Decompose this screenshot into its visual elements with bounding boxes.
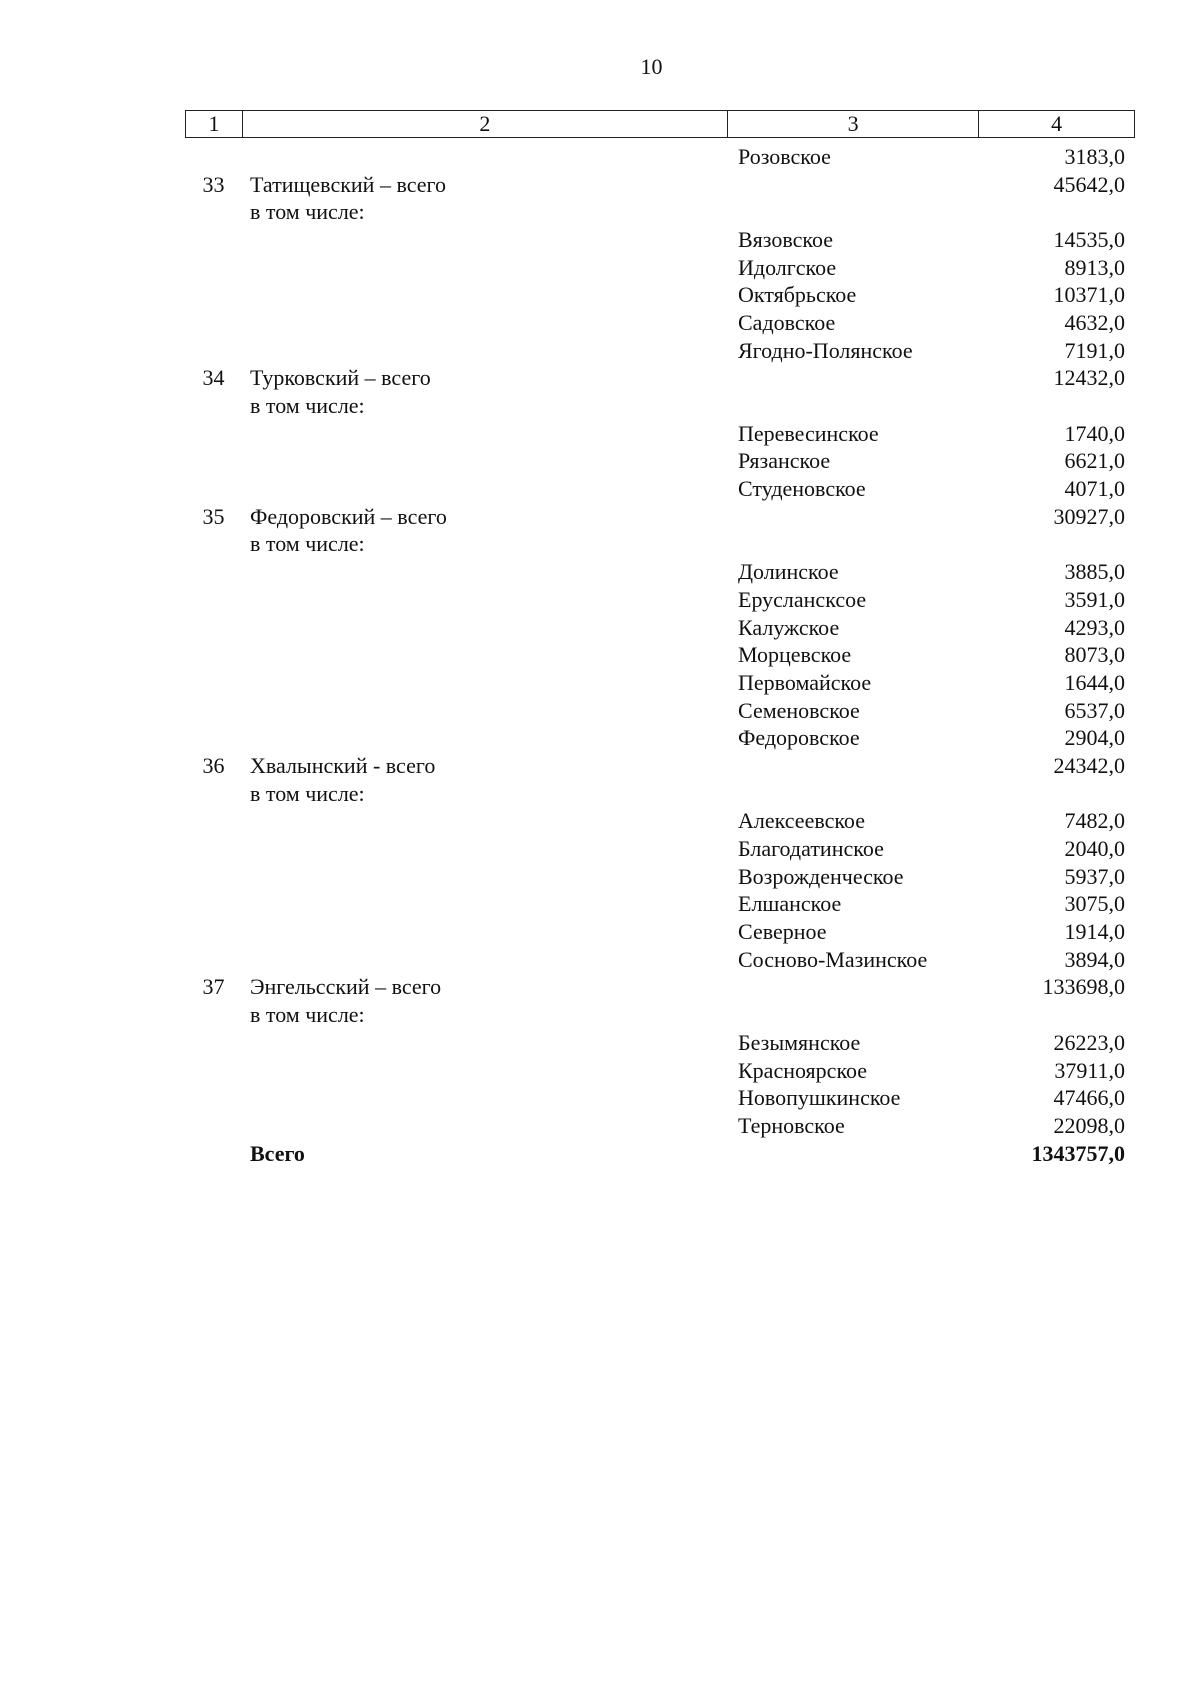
header-col-2: 2: [243, 111, 728, 137]
table-row: [185, 475, 1135, 503]
row-value: 14535,0: [1053, 226, 1125, 252]
district-name: в том числе:: [250, 780, 365, 806]
table-row: [185, 918, 1135, 946]
settlement-name: Новопушкинское: [738, 1085, 901, 1111]
settlement-name: Северное: [738, 919, 827, 945]
table-row: [185, 337, 1135, 365]
district-name: в том числе:: [250, 393, 365, 419]
row-value: 6621,0: [1064, 448, 1125, 474]
settlement-name: Розовское: [738, 143, 831, 169]
row-value: 26223,0: [1053, 1029, 1125, 1055]
row-number: 33: [202, 171, 225, 197]
row-value: 3075,0: [1064, 891, 1125, 917]
table-row: [185, 420, 1135, 448]
table-row: [185, 835, 1135, 863]
settlement-name: Первомайское: [738, 669, 872, 695]
header-col-1: 1: [186, 111, 243, 137]
table-row: [185, 614, 1135, 642]
row-value: 1740,0: [1064, 420, 1125, 446]
table-body: [185, 143, 1135, 1167]
settlement-name: Долинское: [738, 559, 839, 585]
settlement-name: Идолгское: [738, 254, 837, 280]
total-value: 1343757,0: [1031, 1140, 1125, 1166]
row-value: 6537,0: [1064, 697, 1125, 723]
table-row: [185, 309, 1135, 337]
row-value: 4293,0: [1064, 614, 1125, 640]
row-value: 3894,0: [1064, 946, 1125, 972]
table-row: [185, 724, 1135, 752]
table-row: [185, 780, 1135, 808]
row-value: 47466,0: [1053, 1085, 1125, 1111]
table-row: [185, 669, 1135, 697]
row-value: 133698,0: [1042, 974, 1125, 1000]
row-value: 8913,0: [1064, 254, 1125, 280]
table-row: [185, 171, 1135, 199]
table-row: [185, 531, 1135, 559]
table-row: [185, 503, 1135, 531]
table-row: [185, 808, 1135, 836]
table-row: [185, 1057, 1135, 1085]
table-row: [185, 558, 1135, 586]
table-row: [185, 1112, 1135, 1140]
row-value: 8073,0: [1064, 642, 1125, 668]
district-name: Татищевский – всего: [250, 171, 446, 197]
table-row: [185, 752, 1135, 780]
settlement-name: Студеновское: [738, 476, 866, 502]
row-value: 7191,0: [1064, 337, 1125, 363]
table-row: [185, 365, 1135, 393]
table-row: [185, 254, 1135, 282]
settlement-name: Перевесинское: [738, 420, 879, 446]
row-value: 22098,0: [1053, 1112, 1125, 1138]
district-name: в том числе:: [250, 1002, 365, 1028]
table-row: [185, 697, 1135, 725]
row-value: 3885,0: [1064, 559, 1125, 585]
district-name: в том числе:: [250, 199, 365, 225]
table-row: [185, 946, 1135, 974]
settlement-name: Вязовское: [738, 226, 833, 252]
table-row: [185, 143, 1135, 171]
row-value: 2040,0: [1064, 836, 1125, 862]
page-number: 10: [640, 54, 663, 79]
district-name: Турковский – всего: [250, 365, 431, 391]
table-row: [185, 198, 1135, 226]
row-value: 5937,0: [1064, 863, 1125, 889]
row-number: 34: [202, 365, 225, 391]
row-value: 2904,0: [1064, 725, 1125, 751]
row-value: 24342,0: [1053, 752, 1125, 778]
settlement-name: Возрожденческое: [738, 863, 904, 889]
district-name: Хвалынский - всего: [250, 752, 436, 778]
row-value: 12432,0: [1053, 365, 1125, 391]
total-label: Всего: [250, 1140, 305, 1166]
district-name: в том числе:: [250, 531, 365, 557]
settlement-name: Ягодно-Полянское: [738, 337, 913, 363]
settlement-name: Семеновское: [738, 697, 860, 723]
row-number: 37: [202, 974, 225, 1000]
settlement-name: Калужское: [738, 614, 840, 640]
table-row: [185, 1001, 1135, 1029]
settlement-name: Октябрьское: [738, 282, 857, 308]
total-row: [185, 1140, 1135, 1168]
settlement-name: Красноярское: [738, 1057, 868, 1083]
table-row: [185, 891, 1135, 919]
district-name: Федоровский – всего: [250, 503, 447, 529]
settlement-name: Федоровское: [738, 725, 860, 751]
row-value: 4632,0: [1064, 309, 1125, 335]
district-name: Энгельсский – всего: [250, 974, 442, 1000]
table-row: [185, 586, 1135, 614]
table-row: [185, 974, 1135, 1002]
table-row: [185, 1084, 1135, 1112]
table-row: [185, 281, 1135, 309]
row-value: 45642,0: [1053, 171, 1125, 197]
table-row: [185, 641, 1135, 669]
table-row: [185, 1029, 1135, 1057]
row-value: 37911,0: [1054, 1057, 1125, 1083]
row-value: 1644,0: [1064, 669, 1125, 695]
table-row: [185, 226, 1135, 254]
row-value: 4071,0: [1064, 476, 1125, 502]
row-value: 1914,0: [1064, 919, 1125, 945]
row-value: 10371,0: [1053, 282, 1125, 308]
settlement-name: Благодатинское: [738, 836, 884, 862]
row-number: 36: [202, 752, 225, 778]
row-value: 30927,0: [1053, 503, 1125, 529]
row-number: 35: [202, 503, 225, 529]
row-value: 3183,0: [1064, 143, 1125, 169]
settlement-name: Еруслансксое: [738, 586, 867, 612]
settlement-name: Рязанское: [738, 448, 831, 474]
settlement-name: Безымянское: [738, 1029, 861, 1055]
header-col-3: 3: [728, 111, 979, 137]
table-row: [185, 863, 1135, 891]
settlement-name: Сосново-Мазинское: [738, 946, 928, 972]
settlement-name: Терновское: [738, 1112, 845, 1138]
settlement-name: Морцевское: [738, 642, 852, 668]
settlement-name: Алексеевское: [738, 808, 865, 834]
header-col-4: 4: [1051, 111, 1063, 136]
row-value: 7482,0: [1064, 808, 1125, 834]
row-value: 3591,0: [1064, 586, 1125, 612]
table-row: [185, 448, 1135, 476]
settlement-name: Садовское: [738, 309, 836, 335]
table-row: [185, 392, 1135, 420]
table-header: [185, 110, 1135, 138]
settlement-name: Елшанское: [738, 891, 842, 917]
